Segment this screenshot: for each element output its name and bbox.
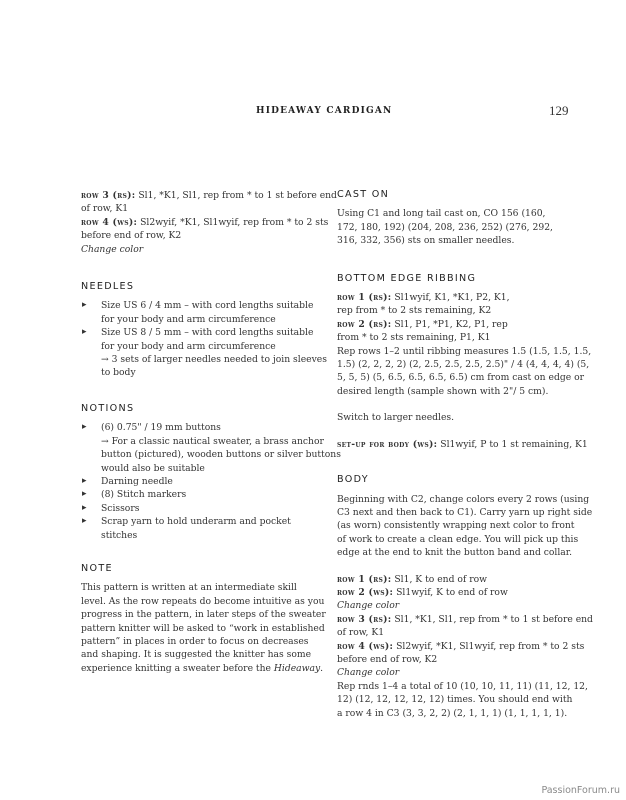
- pattern-row: [337, 640, 585, 653]
- body-intro-line: (as worn) consistently wrapping next color to front: [337, 520, 575, 532]
- item-line: ▸ Size US 6 / 4 mm – with cord lengths suitable: [101, 300, 314, 312]
- list-item: [81, 326, 327, 380]
- note-text: .: [320, 662, 324, 674]
- cast-on-line: 172, 180, 192) (204, 208, 236, 252) (276, 292,: [337, 221, 553, 233]
- row-label: row 3 (rs):: [81, 190, 136, 201]
- section-heading-needles: NEEDLES: [81, 281, 135, 293]
- list-item: [81, 475, 306, 488]
- list-item: [81, 515, 306, 542]
- row-text: Sl1wyif, P to 1 st remaining, K1: [440, 438, 588, 450]
- ribbing-repeat-line: 1.5) (2, 2, 2, 2) (2, 2.5, 2.5, 2.5, 2.5)" / 4 (4, 4, 4, 4) (5,: [337, 359, 590, 371]
- setup-row: [337, 438, 588, 451]
- notions-list: [81, 421, 341, 542]
- row-label: row 4 (ws):: [337, 640, 394, 652]
- pattern-row: [81, 216, 329, 229]
- section-heading-bottom-edge-ribbing: BOTTOM EDGE RIBBING: [337, 272, 477, 284]
- running-header-title: HIDEAWAY CARDIGAN: [256, 106, 393, 116]
- note-line: This pattern is written at an intermediate skill: [81, 582, 297, 594]
- pattern-row: [337, 613, 593, 626]
- body-intro-line: edge at the end to knit the button band and collar.: [337, 547, 573, 559]
- note-pattern-name: Hideaway: [273, 662, 321, 674]
- row-continuation: of row, K1: [81, 203, 129, 215]
- change-color-note: Change color: [337, 600, 400, 612]
- item-line: Darning needle: [101, 475, 173, 487]
- note-body: [81, 581, 326, 675]
- row-continuation: rep from * to 2 sts remaining, K2: [337, 305, 492, 317]
- row-label: row 3 (rs):: [337, 613, 392, 625]
- row-text: Sl1, P1, *P1, K2, P1, rep: [394, 318, 508, 330]
- pattern-row: [337, 318, 559, 331]
- row-text: Sl1wyif, K1, *K1, P2, K1,: [394, 292, 510, 304]
- item-line: Scrap yarn to hold underarm and pocket stitches: [101, 516, 291, 541]
- item-subnote: would also be suitable: [101, 462, 205, 474]
- cast-on-line: 316, 332, 356) sts on smaller needles.: [337, 235, 515, 247]
- change-color-note: Change color: [81, 243, 144, 255]
- body-repeat-line: 12) (12, 12, 12, 12, 12) times. You should end with: [337, 694, 573, 706]
- note-line: pattern” in places in order to focus on decreases: [81, 635, 309, 647]
- switch-needles-note: Switch to larger needles.: [337, 412, 455, 424]
- change-color-note: Change color: [337, 667, 400, 679]
- item-subnote: button (pictured), wooden buttons or silver buttons: [101, 449, 341, 461]
- note-line: and shaping. It is suggested the knitter has some: [81, 649, 312, 661]
- pattern-row: [81, 189, 337, 202]
- ribbing-repeat-line: 5, 5, 5) (5, 6.5, 6.5, 6.5, 6.5) cm from cast on edge or: [337, 372, 584, 384]
- note-line: pattern knitter will be asked to “work in established: [81, 622, 325, 634]
- needles-list: [81, 299, 327, 379]
- section-heading-body: BODY: [337, 474, 369, 486]
- item-line: (8) Stitch markers: [101, 489, 187, 501]
- section-heading-notions: NOTIONS: [81, 402, 135, 414]
- row-continuation: before end of row, K2: [81, 230, 182, 242]
- row-label: row 2 (ws):: [337, 586, 394, 598]
- note-text: experience knitting a sweater before the: [81, 662, 274, 674]
- body-intro-line: Beginning with C2, change colors every 2 rows (using: [337, 493, 590, 505]
- item-line: for your body and arm circumference: [101, 313, 276, 325]
- list-item: [81, 488, 306, 501]
- note-line: progress in the pattern, in later steps of the sweater: [81, 609, 326, 621]
- row-label: row 2 (rs):: [337, 318, 392, 330]
- note-line: [81, 662, 324, 675]
- item-subnote: → 3 sets of larger needles needed to join sleeves: [101, 354, 327, 366]
- row-text: Sl2wyif, *K1, Sl1wyif, rep from * to 2 sts: [140, 216, 329, 228]
- page-number: 129: [549, 103, 569, 118]
- body-repeat-line: Rep rnds 1–4 a total of 10 (10, 10, 11, 11) (11, 12, 12,: [337, 680, 588, 692]
- pattern-row: [337, 573, 559, 586]
- section-heading-cast-on: CAST ON: [337, 189, 390, 200]
- body-repeat-line: a row 4 in C3 (3, 3, 2, 2) (2, 1, 1, 1) (1, 1, 1, 1, 1).: [337, 707, 568, 719]
- row-label: row 1 (rs):: [337, 292, 392, 304]
- row-text: Sl2wyif, *K1, Sl1wyif, rep from * to 2 sts: [396, 640, 585, 652]
- row-label: set-up for body (ws):: [337, 438, 438, 450]
- row-continuation: from * to 2 sts remaining, P1, K1: [337, 332, 491, 344]
- list-item: [81, 421, 341, 475]
- item-subnote: → For a classic nautical sweater, a brass anchor: [101, 435, 324, 447]
- note-line: level. As the row repeats do become intuitive as you: [81, 595, 325, 607]
- row-continuation: of row, K1: [337, 627, 385, 639]
- row-text: Sl1wyif, K to end of row: [396, 586, 508, 598]
- row-text: Sl1, K to end of row: [394, 573, 488, 585]
- row-text: Sl1, *K1, Sl1, rep from * to 1 st before end: [394, 613, 593, 625]
- item-line: Scissors: [101, 502, 140, 514]
- item-line: ▸ (6) 0.75" / 19 mm buttons: [101, 422, 221, 434]
- body-intro-line: C3 next and then back to C1). Carry yarn up right side: [337, 506, 593, 518]
- right-column: [337, 188, 593, 720]
- left-column: [81, 189, 341, 675]
- row-continuation: before end of row, K2: [337, 653, 438, 665]
- cast-on-line: Using C1 and long tail cast on, CO 156 (160,: [337, 208, 546, 220]
- row-label: row 1 (rs):: [337, 573, 392, 585]
- pattern-row: [337, 291, 559, 304]
- pattern-row: [337, 586, 559, 599]
- row-label: row 4 (ws):: [81, 216, 138, 228]
- watermark: PassionForum.ru: [541, 785, 620, 796]
- section-heading-note: NOTE: [81, 562, 113, 574]
- body-intro-line: of work to create a clean edge. You will pick up this: [337, 533, 579, 545]
- item-subnote: to body: [101, 367, 136, 379]
- ribbing-repeat-line: Rep rows 1–2 until ribbing measures 1.5 (1.5, 1.5, 1.5,: [337, 345, 592, 357]
- list-item: [81, 502, 306, 515]
- item-line: ▸ Size US 8 / 5 mm – with cord lengths suitable: [101, 327, 314, 339]
- ribbing-repeat-line: desired length (sample shown with 2"/ 5 cm).: [337, 385, 549, 397]
- list-item: [81, 299, 314, 326]
- row-text: Sl1, *K1, Sl1, rep from * to 1 st before end: [138, 190, 337, 201]
- item-line: for your body and arm circumference: [101, 340, 276, 352]
